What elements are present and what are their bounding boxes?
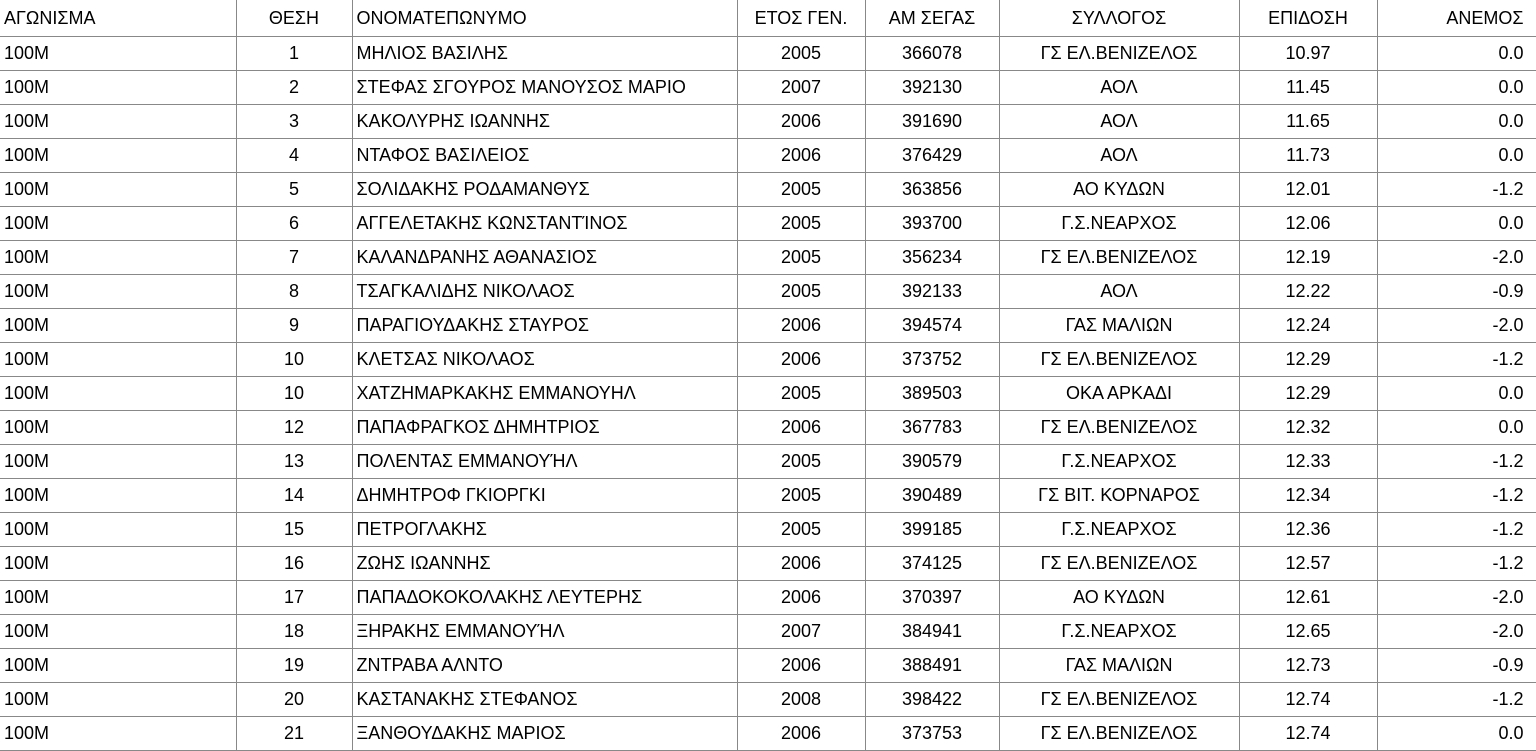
- cell-place[interactable]: 5: [236, 173, 352, 207]
- table-row: [0, 615, 1536, 649]
- cell-event[interactable]: 100M: [0, 139, 236, 173]
- cell-club[interactable]: ΓΣ ΕΛ.ΒΕΝΙΖΕΛΟΣ: [999, 717, 1239, 751]
- cell-place[interactable]: 13: [236, 445, 352, 479]
- cell-performance[interactable]: 12.34: [1239, 479, 1377, 513]
- header-birth-year[interactable]: ΕΤΟΣ ΓΕΝ.: [737, 0, 865, 37]
- cell-birth-year[interactable]: 2005: [737, 275, 865, 309]
- table-row: [0, 649, 1536, 683]
- cell-place[interactable]: 20: [236, 683, 352, 717]
- cell-name[interactable]: ΑΓΓΕΛΕΤΑΚΗΣ ΚΩΝΣΤΑΝΤΊΝΟΣ: [352, 207, 737, 241]
- cell-registry-number[interactable]: 374125: [865, 547, 999, 581]
- cell-club[interactable]: Γ.Σ.ΝΕΑΡΧΟΣ: [999, 615, 1239, 649]
- cell-event[interactable]: 100M: [0, 615, 236, 649]
- cell-wind[interactable]: -1.2: [1377, 547, 1536, 581]
- table-row: [0, 717, 1536, 751]
- header-event[interactable]: ΑΓΩΝΙΣΜΑ: [0, 0, 236, 37]
- cell-club[interactable]: ΓΣ ΕΛ.ΒΕΝΙΖΕΛΟΣ: [999, 547, 1239, 581]
- cell-birth-year[interactable]: 2007: [737, 615, 865, 649]
- cell-birth-year[interactable]: 2006: [737, 309, 865, 343]
- cell-performance[interactable]: 12.36: [1239, 513, 1377, 547]
- table-row: [0, 207, 1536, 241]
- cell-wind[interactable]: 0.0: [1377, 105, 1536, 139]
- cell-name[interactable]: ΠΕΤΡΟΓΛΑΚΗΣ: [352, 513, 737, 547]
- cell-birth-year[interactable]: 2007: [737, 71, 865, 105]
- cell-wind[interactable]: -2.0: [1377, 241, 1536, 275]
- cell-club[interactable]: ΓΑΣ ΜΑΛΙΩΝ: [999, 649, 1239, 683]
- cell-club[interactable]: ΟΚΑ ΑΡΚΑΔΙ: [999, 377, 1239, 411]
- header-performance[interactable]: ΕΠΙΔΟΣΗ: [1239, 0, 1377, 37]
- cell-club[interactable]: ΑΟ ΚΥΔΩΝ: [999, 581, 1239, 615]
- cell-registry-number[interactable]: 373753: [865, 717, 999, 751]
- cell-name[interactable]: ΖΩΗΣ ΙΩΑΝΝΗΣ: [352, 547, 737, 581]
- cell-birth-year[interactable]: 2008: [737, 683, 865, 717]
- cell-performance[interactable]: 12.29: [1239, 343, 1377, 377]
- cell-name[interactable]: ΠΟΛΕΝΤΑΣ ΕΜΜΑΝΟΥΉΛ: [352, 445, 737, 479]
- cell-wind[interactable]: -2.0: [1377, 615, 1536, 649]
- cell-performance[interactable]: 12.24: [1239, 309, 1377, 343]
- cell-name[interactable]: ΜΗΛΙΟΣ ΒΑΣΙΛΗΣ: [352, 37, 737, 71]
- cell-club[interactable]: ΑΟΛ: [999, 71, 1239, 105]
- cell-club[interactable]: ΓΣ ΕΛ.ΒΕΝΙΖΕΛΟΣ: [999, 343, 1239, 377]
- cell-club[interactable]: ΓΣ ΕΛ.ΒΕΝΙΖΕΛΟΣ: [999, 37, 1239, 71]
- cell-event[interactable]: 100M: [0, 173, 236, 207]
- cell-registry-number[interactable]: 363856: [865, 173, 999, 207]
- cell-registry-number[interactable]: 393700: [865, 207, 999, 241]
- cell-event[interactable]: 100M: [0, 649, 236, 683]
- cell-registry-number[interactable]: 366078: [865, 37, 999, 71]
- table-row: [0, 37, 1536, 71]
- cell-name[interactable]: ΠΑΠΑΦΡΑΓΚΟΣ ΔΗΜΗΤΡΙΟΣ: [352, 411, 737, 445]
- cell-birth-year[interactable]: 2006: [737, 411, 865, 445]
- table-row: [0, 683, 1536, 717]
- cell-birth-year[interactable]: 2005: [737, 479, 865, 513]
- cell-wind[interactable]: 0.0: [1377, 411, 1536, 445]
- table-row: [0, 139, 1536, 173]
- cell-event[interactable]: 100M: [0, 105, 236, 139]
- cell-place[interactable]: 14: [236, 479, 352, 513]
- header-wind[interactable]: ΑΝΕΜΟΣ: [1377, 0, 1536, 37]
- cell-place[interactable]: 2: [236, 71, 352, 105]
- cell-birth-year[interactable]: 2006: [737, 105, 865, 139]
- cell-performance[interactable]: 12.01: [1239, 173, 1377, 207]
- cell-registry-number[interactable]: 389503: [865, 377, 999, 411]
- cell-place[interactable]: 9: [236, 309, 352, 343]
- cell-name[interactable]: ΠΑΡΑΓΙΟΥΔΑΚΗΣ ΣΤΑΥΡΟΣ: [352, 309, 737, 343]
- table-row: [0, 377, 1536, 411]
- cell-name[interactable]: ΖΝΤΡΑΒΑ ΑΛΝΤΟ: [352, 649, 737, 683]
- cell-registry-number[interactable]: 394574: [865, 309, 999, 343]
- cell-wind[interactable]: -1.2: [1377, 479, 1536, 513]
- cell-club[interactable]: ΑΟΛ: [999, 275, 1239, 309]
- cell-performance[interactable]: 12.22: [1239, 275, 1377, 309]
- cell-name[interactable]: ΚΑΚΟΛΥΡΗΣ ΙΩΑΝΝΗΣ: [352, 105, 737, 139]
- cell-birth-year[interactable]: 2006: [737, 649, 865, 683]
- cell-birth-year[interactable]: 2005: [737, 377, 865, 411]
- cell-performance[interactable]: 10.97: [1239, 37, 1377, 71]
- cell-place[interactable]: 4: [236, 139, 352, 173]
- cell-registry-number[interactable]: 356234: [865, 241, 999, 275]
- cell-event[interactable]: 100M: [0, 241, 236, 275]
- cell-wind[interactable]: -1.2: [1377, 173, 1536, 207]
- cell-wind[interactable]: 0.0: [1377, 37, 1536, 71]
- cell-place[interactable]: 12: [236, 411, 352, 445]
- table-row: [0, 343, 1536, 377]
- cell-club[interactable]: Γ.Σ.ΝΕΑΡΧΟΣ: [999, 445, 1239, 479]
- cell-place[interactable]: 10: [236, 377, 352, 411]
- cell-club[interactable]: Γ.Σ.ΝΕΑΡΧΟΣ: [999, 207, 1239, 241]
- cell-performance[interactable]: 12.29: [1239, 377, 1377, 411]
- cell-place[interactable]: 1: [236, 37, 352, 71]
- cell-event[interactable]: 100M: [0, 683, 236, 717]
- cell-registry-number[interactable]: 392133: [865, 275, 999, 309]
- cell-registry-number[interactable]: 390579: [865, 445, 999, 479]
- cell-club[interactable]: ΓΣ ΕΛ.ΒΕΝΙΖΕΛΟΣ: [999, 241, 1239, 275]
- cell-event[interactable]: 100M: [0, 343, 236, 377]
- cell-event[interactable]: 100M: [0, 479, 236, 513]
- cell-wind[interactable]: 0.0: [1377, 377, 1536, 411]
- cell-event[interactable]: 100M: [0, 275, 236, 309]
- cell-registry-number[interactable]: 388491: [865, 649, 999, 683]
- cell-performance[interactable]: 12.73: [1239, 649, 1377, 683]
- cell-wind[interactable]: 0.0: [1377, 139, 1536, 173]
- table-row: [0, 309, 1536, 343]
- cell-birth-year[interactable]: 2005: [737, 513, 865, 547]
- table-row: [0, 173, 1536, 207]
- cell-registry-number[interactable]: 391690: [865, 105, 999, 139]
- cell-performance[interactable]: 11.73: [1239, 139, 1377, 173]
- cell-name[interactable]: ΚΑΣΤΑΝΑΚΗΣ ΣΤΕΦΑΝΟΣ: [352, 683, 737, 717]
- cell-place[interactable]: 17: [236, 581, 352, 615]
- cell-event[interactable]: 100M: [0, 513, 236, 547]
- cell-place[interactable]: 15: [236, 513, 352, 547]
- cell-club[interactable]: ΓΣ ΕΛ.ΒΕΝΙΖΕΛΟΣ: [999, 411, 1239, 445]
- cell-wind[interactable]: -1.2: [1377, 683, 1536, 717]
- cell-registry-number[interactable]: 370397: [865, 581, 999, 615]
- header-name[interactable]: ΟΝΟΜΑΤΕΠΩΝΥΜΟ: [352, 0, 737, 37]
- cell-birth-year[interactable]: 2005: [737, 241, 865, 275]
- table-row: [0, 241, 1536, 275]
- cell-event[interactable]: 100M: [0, 37, 236, 71]
- cell-event[interactable]: 100M: [0, 309, 236, 343]
- cell-wind[interactable]: 0.0: [1377, 717, 1536, 751]
- cell-name[interactable]: ΚΑΛΑΝΔΡΑΝΗΣ ΑΘΑΝΑΣΙΟΣ: [352, 241, 737, 275]
- cell-performance[interactable]: 12.74: [1239, 717, 1377, 751]
- cell-wind[interactable]: -0.9: [1377, 649, 1536, 683]
- header-row: [0, 0, 1536, 37]
- cell-club[interactable]: ΓΑΣ ΜΑΛΙΩΝ: [999, 309, 1239, 343]
- table-row: [0, 105, 1536, 139]
- table-row: [0, 275, 1536, 309]
- cell-wind[interactable]: 0.0: [1377, 207, 1536, 241]
- cell-birth-year[interactable]: 2005: [737, 173, 865, 207]
- cell-place[interactable]: 3: [236, 105, 352, 139]
- header-club[interactable]: ΣΥΛΛΟΓΟΣ: [999, 0, 1239, 37]
- cell-performance[interactable]: 12.74: [1239, 683, 1377, 717]
- cell-name[interactable]: ΣΤΕΦΑΣ ΣΓΟΥΡΟΣ ΜΑΝΟΥΣΟΣ ΜΑΡΙΟ: [352, 71, 737, 105]
- cell-birth-year[interactable]: 2005: [737, 207, 865, 241]
- cell-registry-number[interactable]: 399185: [865, 513, 999, 547]
- cell-name[interactable]: ΔΗΜΗΤΡΟΦ ΓΚΙΟΡΓΚΙ: [352, 479, 737, 513]
- cell-birth-year[interactable]: 2006: [737, 139, 865, 173]
- cell-birth-year[interactable]: 2006: [737, 581, 865, 615]
- cell-registry-number[interactable]: 392130: [865, 71, 999, 105]
- cell-performance[interactable]: 12.19: [1239, 241, 1377, 275]
- table-row: [0, 513, 1536, 547]
- table-row: [0, 71, 1536, 105]
- cell-event[interactable]: 100M: [0, 207, 236, 241]
- cell-registry-number[interactable]: 373752: [865, 343, 999, 377]
- cell-name[interactable]: ΞΗΡΑΚΗΣ ΕΜΜΑΝΟΥΉΛ: [352, 615, 737, 649]
- cell-performance[interactable]: 11.45: [1239, 71, 1377, 105]
- cell-wind[interactable]: -1.2: [1377, 513, 1536, 547]
- cell-event[interactable]: 100M: [0, 547, 236, 581]
- cell-place[interactable]: 16: [236, 547, 352, 581]
- cell-performance[interactable]: 12.06: [1239, 207, 1377, 241]
- cell-name[interactable]: ΚΛΕΤΣΑΣ ΝΙΚΟΛΑΟΣ: [352, 343, 737, 377]
- cell-name[interactable]: ΤΣΑΓΚΑΛΙΔΗΣ ΝΙΚΟΛΑΟΣ: [352, 275, 737, 309]
- table-row: [0, 547, 1536, 581]
- table-row: [0, 411, 1536, 445]
- cell-performance[interactable]: 12.57: [1239, 547, 1377, 581]
- cell-club[interactable]: ΓΣ ΕΛ.ΒΕΝΙΖΕΛΟΣ: [999, 683, 1239, 717]
- cell-name[interactable]: ΧΑΤΖΗΜΑΡΚΑΚΗΣ ΕΜΜΑΝΟΥΗΛ: [352, 377, 737, 411]
- cell-registry-number[interactable]: 367783: [865, 411, 999, 445]
- cell-event[interactable]: 100M: [0, 445, 236, 479]
- cell-place[interactable]: 18: [236, 615, 352, 649]
- cell-performance[interactable]: 12.32: [1239, 411, 1377, 445]
- header-place[interactable]: ΘΕΣΗ: [236, 0, 352, 37]
- table-row: [0, 581, 1536, 615]
- cell-place[interactable]: 8: [236, 275, 352, 309]
- cell-place[interactable]: 7: [236, 241, 352, 275]
- cell-performance[interactable]: 12.61: [1239, 581, 1377, 615]
- cell-place[interactable]: 10: [236, 343, 352, 377]
- cell-event[interactable]: 100M: [0, 71, 236, 105]
- cell-name[interactable]: ΣΟΛΙΔΑΚΗΣ ΡΟΔΑΜΑΝΘΥΣ: [352, 173, 737, 207]
- cell-place[interactable]: 6: [236, 207, 352, 241]
- header-registry-number[interactable]: ΑΜ ΣΕΓΑΣ: [865, 0, 999, 37]
- cell-wind[interactable]: -1.2: [1377, 445, 1536, 479]
- cell-club[interactable]: ΑΟΛ: [999, 105, 1239, 139]
- cell-name[interactable]: ΠΑΠΑΔΟΚΟΚΟΛΑΚΗΣ ΛΕΥΤΕΡΗΣ: [352, 581, 737, 615]
- table-row: [0, 445, 1536, 479]
- cell-birth-year[interactable]: 2006: [737, 547, 865, 581]
- cell-wind[interactable]: -2.0: [1377, 309, 1536, 343]
- cell-event[interactable]: 100M: [0, 581, 236, 615]
- cell-event[interactable]: 100M: [0, 411, 236, 445]
- cell-name[interactable]: ΞΑΝΘΟΥΔΑΚΗΣ ΜΑΡΙΟΣ: [352, 717, 737, 751]
- cell-birth-year[interactable]: 2006: [737, 343, 865, 377]
- cell-place[interactable]: 21: [236, 717, 352, 751]
- cell-registry-number[interactable]: 390489: [865, 479, 999, 513]
- cell-registry-number[interactable]: 384941: [865, 615, 999, 649]
- cell-performance[interactable]: 12.65: [1239, 615, 1377, 649]
- cell-registry-number[interactable]: 376429: [865, 139, 999, 173]
- cell-performance[interactable]: 12.33: [1239, 445, 1377, 479]
- cell-club[interactable]: ΑΟΛ: [999, 139, 1239, 173]
- cell-birth-year[interactable]: 2005: [737, 445, 865, 479]
- cell-registry-number[interactable]: 398422: [865, 683, 999, 717]
- cell-wind[interactable]: -2.0: [1377, 581, 1536, 615]
- cell-birth-year[interactable]: 2005: [737, 37, 865, 71]
- cell-place[interactable]: 19: [236, 649, 352, 683]
- cell-club[interactable]: ΑΟ ΚΥΔΩΝ: [999, 173, 1239, 207]
- cell-birth-year[interactable]: 2006: [737, 717, 865, 751]
- cell-performance[interactable]: 11.65: [1239, 105, 1377, 139]
- cell-wind[interactable]: 0.0: [1377, 71, 1536, 105]
- table-row: [0, 479, 1536, 513]
- cell-event[interactable]: 100M: [0, 377, 236, 411]
- cell-club[interactable]: Γ.Σ.ΝΕΑΡΧΟΣ: [999, 513, 1239, 547]
- cell-wind[interactable]: -1.2: [1377, 343, 1536, 377]
- cell-name[interactable]: ΝΤΑΦΟΣ ΒΑΣΙΛΕΙΟΣ: [352, 139, 737, 173]
- cell-event[interactable]: 100M: [0, 717, 236, 751]
- cell-wind[interactable]: -0.9: [1377, 275, 1536, 309]
- cell-club[interactable]: ΓΣ ΒΙΤ. ΚΟΡΝΑΡΟΣ: [999, 479, 1239, 513]
